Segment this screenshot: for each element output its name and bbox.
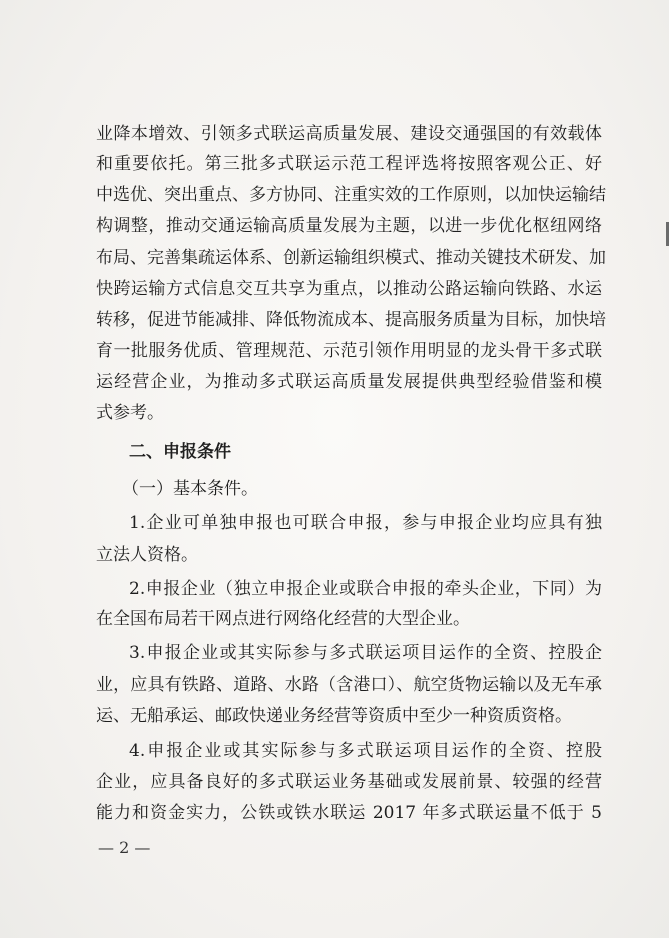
body-text-line: 快跨运输方式信息交互共享为重点，以推动公路运输向铁路、水运 — [96, 279, 602, 299]
body-text-line: 4.申报企业或其实际参与多式联运项目运作的全资、控股 — [129, 741, 602, 761]
body-text-line: 育一批服务优质、管理规范、示范引领作用明显的龙头骨干多式联 — [96, 341, 602, 361]
body-text-line: 1.企业可单独申报也可联合申报，参与申报企业均应具有独 — [129, 513, 602, 533]
body-text-line: 在全国布局若干网点进行网络化经营的大型企业。 — [96, 609, 470, 629]
body-text-line: 式参考。 — [96, 403, 164, 423]
body-text-line: 2.申报企业（独立申报企业或联合申报的牵头企业，下同）为 — [129, 579, 602, 599]
section-heading: 二、申报条件 — [129, 442, 231, 462]
body-text-line: 构调整，推动交通运输高质量发展为主题，以进一步优化枢纽网络 — [96, 216, 602, 236]
subsection-heading: （一）基本条件。 — [122, 479, 258, 499]
body-text-line: 中选优、突出重点、多方协同、注重实效的工作原则，以加快运输结 — [96, 185, 606, 205]
body-text-line: 企业，应具备良好的多式联运业务基础或发展前景、较强的经营 — [96, 772, 602, 792]
body-text-line: 运、无船承运、邮政快递业务经营等资质中至少一种资质资格。 — [96, 706, 572, 726]
page-number: — 2 — — [98, 838, 151, 857]
body-text-line: 能力和资金实力，公铁或铁水联运 2017 年多式联运量不低于 5 — [96, 803, 602, 823]
body-text-line: 业降本增效、引领多式联运高质量发展、建设交通强国的有效载体 — [96, 124, 602, 144]
body-text-line: 布局、完善集疏运体系、创新运输组织模式、推动关键技术研发、加 — [96, 248, 606, 268]
body-text-line: 3.申报企业或其实际参与多式联运项目运作的全资、控股企 — [129, 643, 602, 663]
body-text-line: 转移，促进节能减排、降低物流成本、提高服务质量为目标，加快培 — [96, 310, 606, 330]
body-text-line: 立法人资格。 — [96, 545, 198, 565]
body-text-line: 业，应具有铁路、道路、水路（含港口）、航空货物运输以及无车承 — [96, 675, 602, 695]
body-text-line: 和重要依托。第三批多式联运示范工程评选将按照客观公正、好 — [96, 154, 602, 174]
body-text-line: 运经营企业，为推动多式联运高质量发展提供典型经验借鉴和模 — [96, 372, 602, 392]
